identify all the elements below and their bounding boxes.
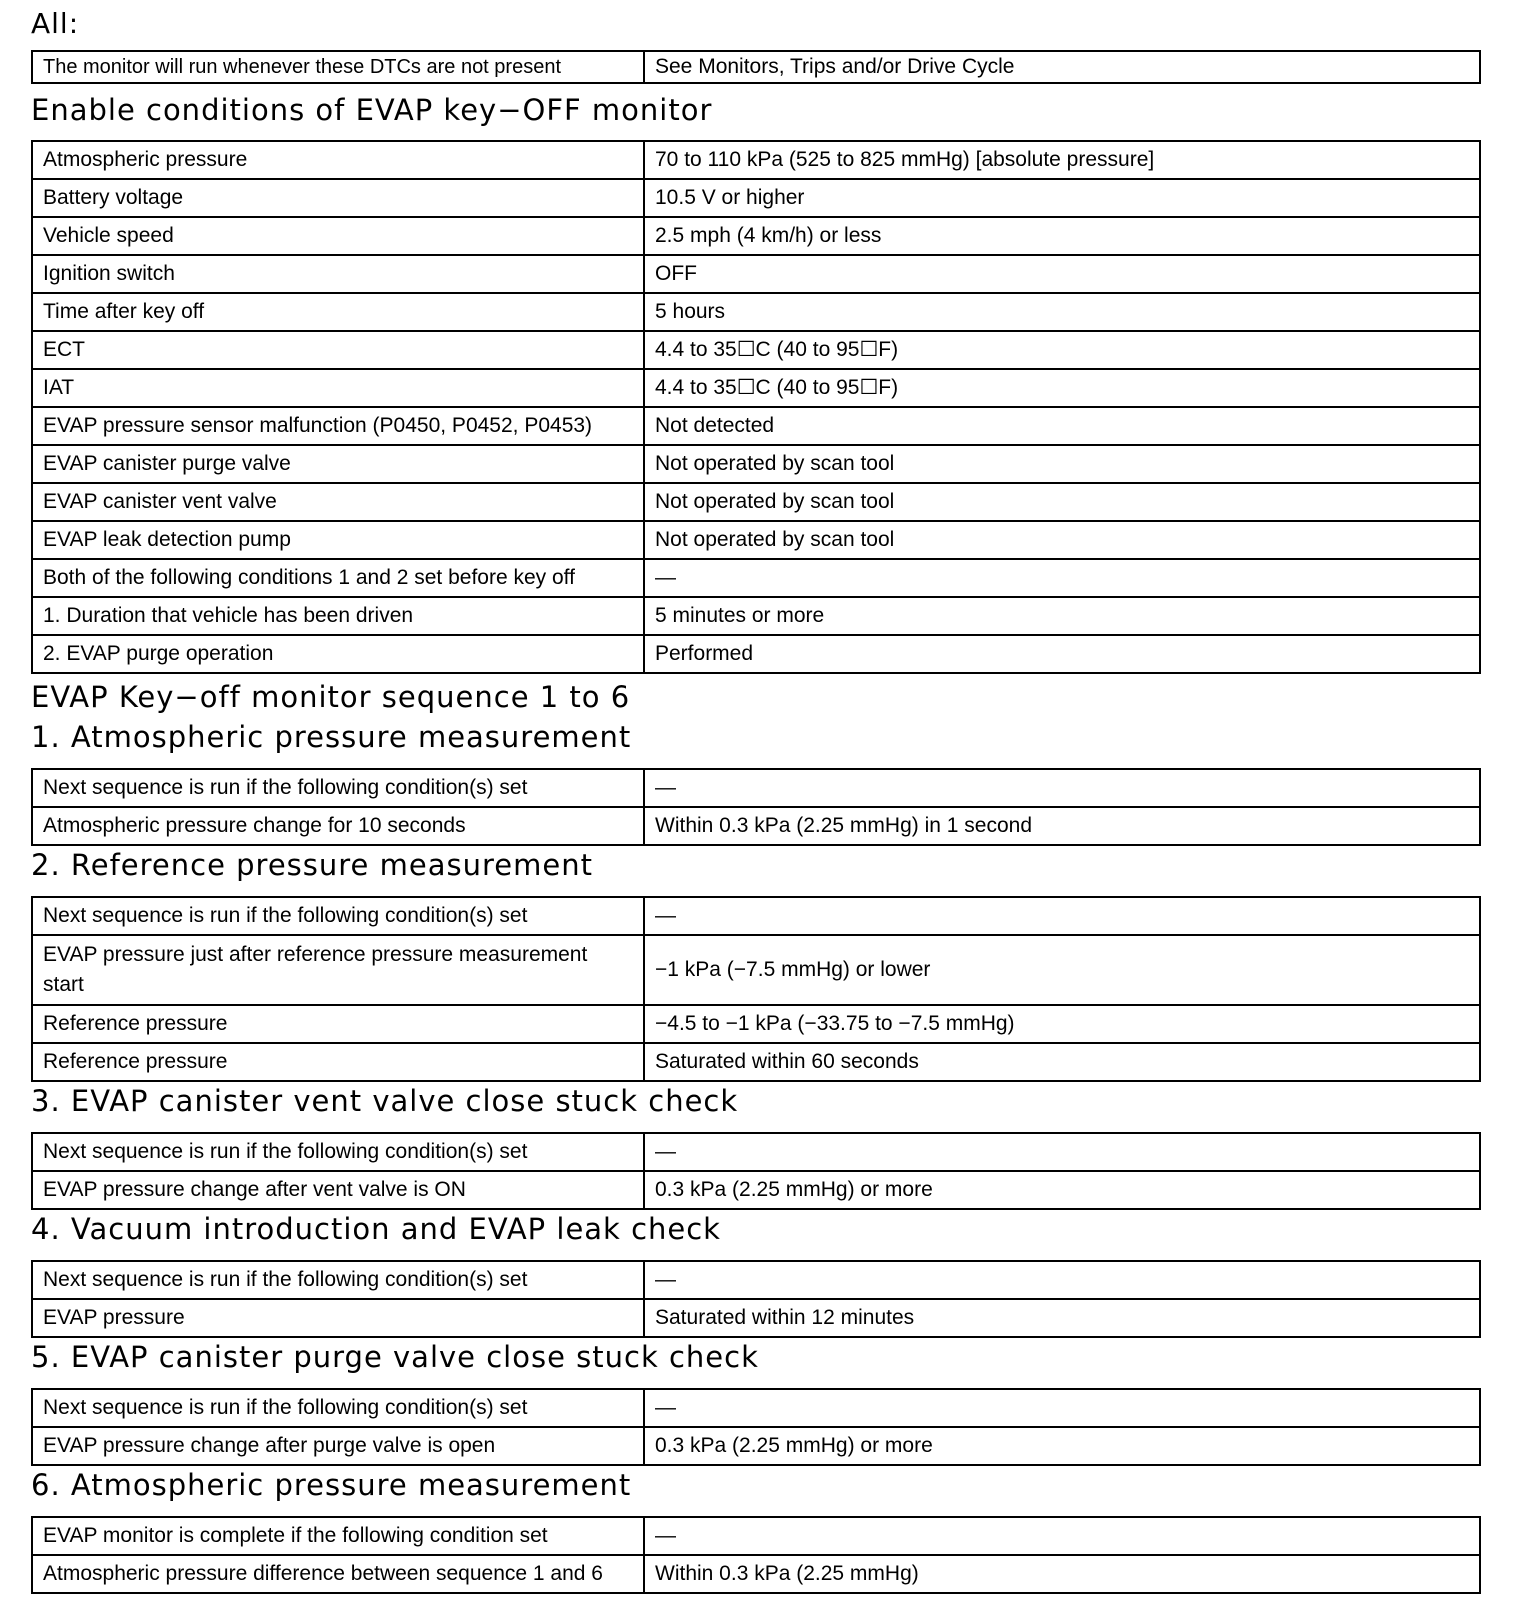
condition-cell: 1. Duration that vehicle has been driven [32,597,644,635]
condition-cell: Next sequence is run if the following condition(s) set [32,1133,644,1171]
value-cell: — [644,1133,1480,1171]
condition-cell: The monitor will run whenever these DTCs are not present [32,51,644,83]
value-cell: — [644,897,1480,935]
value-cell: — [644,769,1480,807]
section-heading: All: [31,7,80,40]
condition-cell: Vehicle speed [32,217,644,255]
condition-cell: EVAP pressure [32,1299,644,1337]
table-row [32,1427,1480,1465]
condition-cell: Next sequence is run if the following condition(s) set [32,1261,644,1299]
condition-cell: Reference pressure [32,1043,644,1081]
table-row [32,255,1480,293]
value-cell: — [644,559,1480,597]
sequence-2-table [31,896,1481,1082]
section-heading: EVAP Key−off monitor sequence 1 to 6 [31,680,631,714]
value-cell: Performed [644,635,1480,673]
condition-cell: Reference pressure [32,1005,644,1043]
condition-cell: EVAP canister purge valve [32,445,644,483]
condition-cell: EVAP monitor is complete if the following condition set [32,1517,644,1555]
condition-cell: Next sequence is run if the following condition(s) set [32,897,644,935]
table-row [32,483,1480,521]
value-cell: 5 minutes or more [644,597,1480,635]
section-heading: 3. EVAP canister vent valve close stuck check [31,1084,739,1118]
condition-cell: IAT [32,369,644,407]
value-cell: 0.3 kPa (2.25 mmHg) or more [644,1171,1480,1209]
dtc-table [31,50,1481,84]
table-row [32,1555,1480,1593]
table-row [32,217,1480,255]
table-row [32,293,1480,331]
value-cell: Within 0.3 kPa (2.25 mmHg) in 1 second [644,807,1480,845]
table-row [32,1043,1480,1081]
table-row [32,559,1480,597]
condition-cell: EVAP pressure change after purge valve is open [32,1427,644,1465]
table-row [32,635,1480,673]
condition-cell: Atmospheric pressure change for 10 seconds [32,807,644,845]
value-cell: See Monitors, Trips and/or Drive Cycle [644,51,1480,83]
sequence-5-table [31,1388,1481,1466]
value-cell: 4.4 to 35☐C (40 to 95☐F) [644,331,1480,369]
condition-cell: EVAP pressure sensor malfunction (P0450, P0452, P0453) [32,407,644,445]
table-row [32,1171,1480,1209]
condition-cell: Time after key off [32,293,644,331]
table-row [32,521,1480,559]
section-heading: 2. Reference pressure measurement [31,848,593,882]
table-row [32,1005,1480,1043]
condition-cell: Next sequence is run if the following condition(s) set [32,1389,644,1427]
section-heading: 1. Atmospheric pressure measurement [31,720,632,754]
table-row [32,897,1480,935]
value-cell: 10.5 V or higher [644,179,1480,217]
table-row [32,769,1480,807]
sequence-3-table [31,1132,1481,1210]
value-cell: Not operated by scan tool [644,483,1480,521]
table-row [32,597,1480,635]
table-row [32,1299,1480,1337]
condition-cell: Battery voltage [32,179,644,217]
section-heading: Enable conditions of EVAP key−OFF monitor [31,93,713,127]
value-cell: Saturated within 12 minutes [644,1299,1480,1337]
value-cell: −4.5 to −1 kPa (−33.75 to −7.5 mmHg) [644,1005,1480,1043]
condition-cell: EVAP pressure change after vent valve is ON [32,1171,644,1209]
value-cell: Not operated by scan tool [644,521,1480,559]
table-row [32,369,1480,407]
value-cell: 4.4 to 35☐C (40 to 95☐F) [644,369,1480,407]
enable-conditions-table [31,140,1481,674]
section-all [31,7,80,40]
section-heading: 5. EVAP canister purge valve close stuck check [31,1340,759,1374]
condition-cell: Next sequence is run if the following condition(s) set [32,769,644,807]
sequence-4-table [31,1260,1481,1338]
condition-cell: Ignition switch [32,255,644,293]
table-row [32,807,1480,845]
sequence-1-table [31,768,1481,846]
condition-cell: EVAP leak detection pump [32,521,644,559]
value-cell: 2.5 mph (4 km/h) or less [644,217,1480,255]
table-row [32,1389,1480,1427]
value-cell: — [644,1389,1480,1427]
table-row [32,935,1480,1005]
condition-cell: EVAP canister vent valve [32,483,644,521]
table-row [32,179,1480,217]
value-cell: 5 hours [644,293,1480,331]
table-row [32,1133,1480,1171]
value-cell: −1 kPa (−7.5 mmHg) or lower [644,935,1480,1005]
value-cell: 70 to 110 kPa (525 to 825 mmHg) [absolute pressure] [644,141,1480,179]
section-heading: 4. Vacuum introduction and EVAP leak check [31,1212,721,1246]
sequence-6-table [31,1516,1481,1594]
table-row [32,1261,1480,1299]
value-cell: OFF [644,255,1480,293]
value-cell: Not detected [644,407,1480,445]
condition-cell: Atmospheric pressure difference between sequence 1 and 6 [32,1555,644,1593]
value-cell: 0.3 kPa (2.25 mmHg) or more [644,1427,1480,1465]
condition-cell: Atmospheric pressure [32,141,644,179]
table-row [32,141,1480,179]
value-cell: — [644,1517,1480,1555]
table-row [32,1517,1480,1555]
condition-cell: 2. EVAP purge operation [32,635,644,673]
condition-cell: ECT [32,331,644,369]
value-cell: Not operated by scan tool [644,445,1480,483]
table-row [32,331,1480,369]
section-heading: 6. Atmospheric pressure measurement [31,1468,632,1502]
table-row [32,407,1480,445]
table-row [32,445,1480,483]
table-row [32,51,1480,83]
value-cell: Within 0.3 kPa (2.25 mmHg) [644,1555,1480,1593]
value-cell: Saturated within 60 seconds [644,1043,1480,1081]
value-cell: — [644,1261,1480,1299]
condition-cell: EVAP pressure just after reference pressure measurement start [32,935,644,1005]
condition-cell: Both of the following conditions 1 and 2 set before key off [32,559,644,597]
